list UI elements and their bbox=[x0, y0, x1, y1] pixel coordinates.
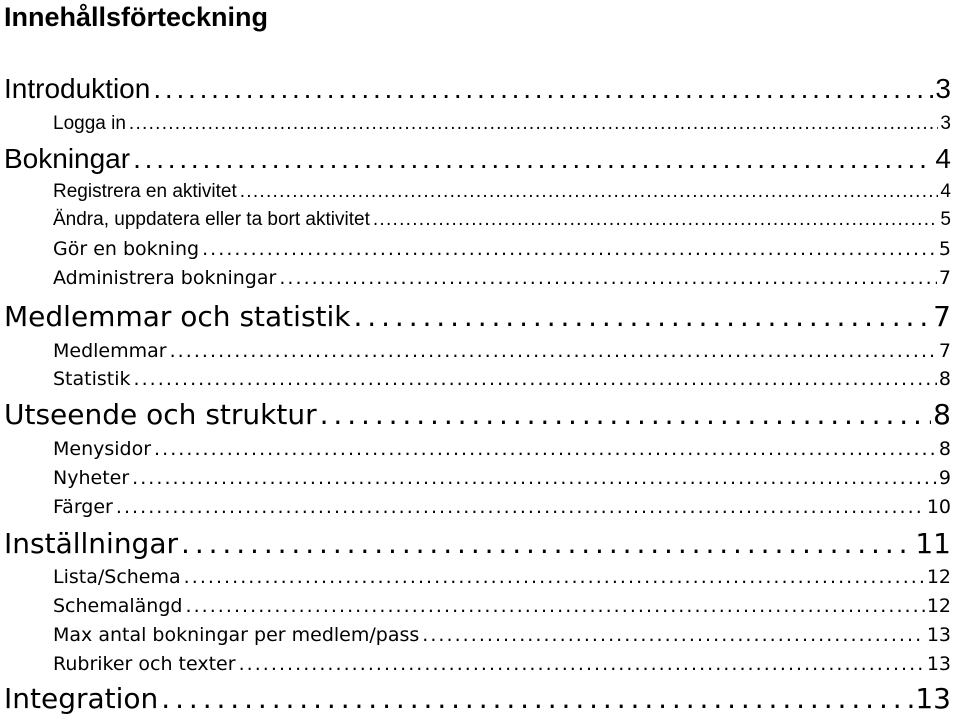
toc-page-number: 3 bbox=[940, 113, 951, 134]
toc-page-number: 5 bbox=[938, 238, 951, 260]
toc-dot-leader bbox=[181, 527, 913, 560]
toc-dot-leader bbox=[134, 368, 937, 390]
toc-entry-administrera-bokningar[interactable] bbox=[53, 267, 951, 293]
toc-entry-registrera-en-aktivitet[interactable] bbox=[53, 181, 951, 207]
toc-entry-label: Menysidor bbox=[53, 438, 152, 460]
toc-entry-andra-aktivitet[interactable] bbox=[53, 209, 951, 235]
toc-dot-leader bbox=[161, 682, 913, 715]
toc-entry-label: Administrera bokningar bbox=[53, 267, 277, 289]
toc-entry-label: Lista/Schema bbox=[53, 566, 181, 588]
toc-entry-label: Integration bbox=[4, 682, 159, 715]
toc-entry-label: Rubriker och texter bbox=[53, 653, 236, 675]
toc-page-number: 11 bbox=[915, 527, 951, 560]
toc-page-number: 13 bbox=[926, 653, 951, 675]
toc-entry-logga-in[interactable] bbox=[53, 113, 951, 139]
toc-dot-leader bbox=[202, 238, 937, 260]
toc-entry-nyheter[interactable] bbox=[53, 467, 951, 493]
toc-entry-schemalangd[interactable] bbox=[53, 595, 951, 621]
toc-entry-rubriker-och-texter[interactable] bbox=[53, 653, 951, 679]
toc-dot-leader bbox=[154, 438, 937, 460]
toc-entry-integration[interactable] bbox=[4, 682, 951, 716]
toc-dot-leader bbox=[132, 467, 937, 489]
toc-entry-label: Nyheter bbox=[53, 467, 130, 489]
toc-dot-leader bbox=[240, 181, 939, 203]
toc-entry-gor-en-bokning[interactable] bbox=[53, 238, 951, 264]
toc-entry-label: Registrera en aktivitet bbox=[53, 181, 237, 202]
toc-entry-max-antal-bokningar[interactable] bbox=[53, 624, 951, 650]
toc-dot-leader bbox=[170, 340, 937, 362]
toc-dot-leader bbox=[185, 595, 924, 617]
toc-entry-label: Bokningar bbox=[4, 143, 131, 174]
toc-page-number: 13 bbox=[915, 682, 951, 715]
toc-dot-leader bbox=[116, 496, 925, 518]
toc-page-number: 8 bbox=[933, 398, 951, 431]
toc-entry-label: Medlemmar och statistik bbox=[4, 300, 351, 333]
toc-page-number: 8 bbox=[938, 438, 951, 460]
toc-entry-label: Schemalängd bbox=[53, 595, 183, 617]
toc-page-number: 3 bbox=[935, 73, 951, 104]
toc-entry-menysidor[interactable] bbox=[53, 438, 951, 464]
toc-entry-bokningar[interactable] bbox=[4, 143, 951, 177]
toc-entry-utseende-och-struktur[interactable] bbox=[4, 398, 951, 432]
toc-dot-leader bbox=[320, 398, 932, 431]
toc-entry-label: Statistik bbox=[53, 368, 131, 390]
toc-page-number: 8 bbox=[938, 368, 951, 390]
toc-entry-label: Logga in bbox=[53, 113, 126, 134]
toc-entry-lista-schema[interactable] bbox=[53, 566, 951, 592]
toc-page-number: 10 bbox=[926, 496, 951, 518]
toc-page-number: 13 bbox=[926, 624, 951, 646]
toc-entry-medlemmar-och-statistik[interactable] bbox=[4, 300, 951, 334]
toc-page-number: 12 bbox=[926, 595, 951, 617]
toc-entry-farger[interactable] bbox=[53, 496, 951, 522]
toc-dot-leader bbox=[153, 73, 933, 105]
toc-entry-installningar[interactable] bbox=[4, 527, 951, 561]
toc-dot-leader bbox=[239, 653, 925, 675]
toc-page-number: 5 bbox=[940, 209, 951, 230]
toc-entry-label: Max antal bokningar per medlem/pass bbox=[53, 624, 420, 646]
toc-page-number: 9 bbox=[938, 467, 951, 489]
toc-entry-label: Gör en bokning bbox=[53, 238, 200, 260]
toc-dot-leader bbox=[184, 566, 925, 588]
toc-entry-label: Utseende och struktur bbox=[4, 398, 317, 431]
toc-dot-leader bbox=[279, 267, 937, 289]
toc-page-number: 7 bbox=[938, 267, 951, 289]
toc-page-number: 4 bbox=[935, 143, 951, 174]
toc-dot-leader bbox=[422, 624, 925, 646]
toc-entry-medlemmar[interactable] bbox=[53, 340, 951, 366]
toc-dot-leader bbox=[373, 209, 939, 231]
toc-dot-leader bbox=[133, 143, 933, 175]
toc-heading: Innehållsförteckning bbox=[4, 2, 269, 32]
toc-dot-leader bbox=[129, 113, 939, 135]
toc-entry-label: Färger bbox=[53, 496, 113, 518]
toc-entry-label: Introduktion bbox=[4, 73, 151, 104]
toc-page-number: 12 bbox=[926, 566, 951, 588]
toc-entry-introduktion[interactable] bbox=[4, 73, 951, 107]
toc-page-number: 7 bbox=[938, 340, 951, 362]
toc-dot-leader bbox=[354, 300, 932, 333]
toc-page-number: 4 bbox=[940, 181, 951, 202]
toc-page-number: 7 bbox=[933, 300, 951, 333]
toc-entry-label: Medlemmar bbox=[53, 340, 167, 362]
toc-entry-statistik[interactable] bbox=[53, 368, 951, 394]
toc-entry-label: Inställningar bbox=[4, 527, 179, 560]
toc-entry-label: Ändra, uppdatera eller ta bort aktivitet bbox=[53, 209, 370, 230]
